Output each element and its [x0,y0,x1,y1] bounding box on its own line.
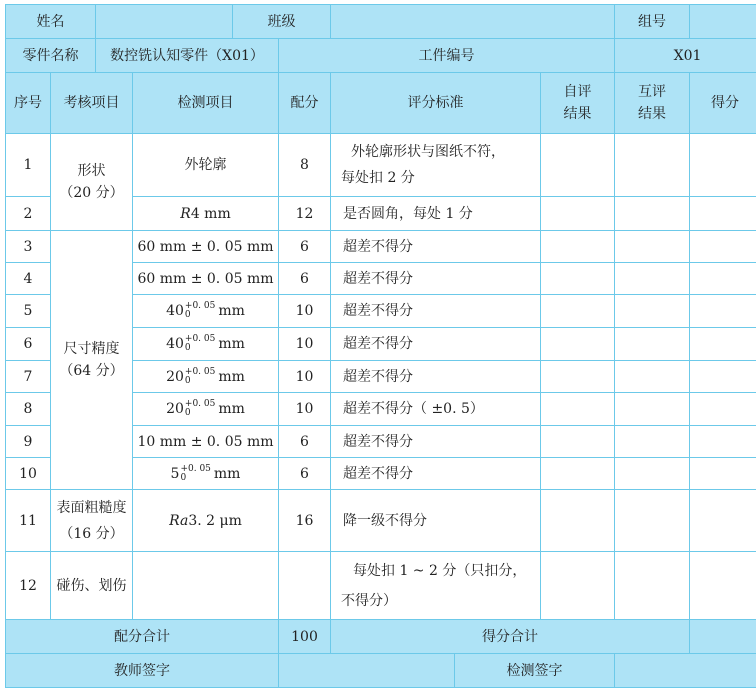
col-detect: 检测项目 [133,73,279,134]
peer-eval-cell[interactable] [615,361,690,393]
row-detect: 20 +0. 05 0 mm [133,393,279,426]
row-detect: 10 mm ± 0. 05 mm [133,426,279,458]
row-criteria: 超差不得分 [331,263,541,295]
got-total-label: 得分合计 [331,620,690,654]
group-roughness: 表面粗糙度 （16 分） [51,490,133,552]
self-eval-cell[interactable] [541,328,615,361]
row-criteria: 超差不得分 [331,426,541,458]
row-seq: 11 [6,490,51,552]
row-seq: 10 [6,458,51,490]
row-seq: 3 [6,231,51,263]
got-cell[interactable] [690,490,756,552]
table-row [6,490,756,552]
row-score: 6 [279,263,331,295]
got-cell[interactable] [690,458,756,490]
row-seq: 8 [6,393,51,426]
row-criteria: 超差不得分 [331,328,541,361]
row-detect: Ra3. 2 μm [133,490,279,552]
row-score: 16 [279,490,331,552]
got-cell[interactable] [690,263,756,295]
got-cell[interactable] [690,295,756,328]
self-eval-cell[interactable] [541,458,615,490]
peer-eval-cell[interactable] [615,263,690,295]
got-cell[interactable] [690,361,756,393]
row-score: 10 [279,328,331,361]
row-score: 6 [279,231,331,263]
got-cell[interactable] [690,231,756,263]
row-criteria: 外轮廓形状与图纸不符， 每处扣 2 分 [331,134,541,197]
score-table [5,4,756,688]
col-item: 考核项目 [51,73,133,134]
name-value[interactable] [96,5,233,39]
got-cell[interactable] [690,197,756,231]
row-criteria: 超差不得分 [331,458,541,490]
got-cell[interactable] [690,426,756,458]
name-label: 姓名 [6,5,96,39]
got-cell[interactable] [690,134,756,197]
peer-eval-cell[interactable] [615,295,690,328]
col-got: 得分 [690,73,756,134]
header-row-2 [6,39,756,73]
self-eval-cell[interactable] [541,426,615,458]
peer-eval-cell[interactable] [615,231,690,263]
col-criteria: 评分标准 [331,73,541,134]
peer-eval-cell[interactable] [615,134,690,197]
check-sign-label: 检测签字 [455,654,615,688]
class-label: 班级 [233,5,331,39]
footer-row-1 [6,620,756,654]
peer-eval-cell[interactable] [615,393,690,426]
row-seq: 5 [6,295,51,328]
self-eval-cell[interactable] [541,231,615,263]
group-size: 尺寸精度 （64 分） [51,231,133,490]
teacher-sign-label: 教师签字 [6,654,279,688]
row-seq: 6 [6,328,51,361]
row-detect: 40 +0. 05 0 mm [133,295,279,328]
class-value[interactable] [331,5,615,39]
row-seq: 1 [6,134,51,197]
peer-eval-cell[interactable] [615,490,690,552]
table-row [6,134,756,197]
col-seq: 序号 [6,73,51,134]
teacher-sign-value[interactable] [279,654,455,688]
got-cell[interactable] [690,552,756,620]
peer-eval-cell[interactable] [615,458,690,490]
self-eval-cell[interactable] [541,393,615,426]
row-criteria: 是否圆角，每处 1 分 [331,197,541,231]
score-sheet [5,4,751,688]
row-criteria: 超差不得分 [331,295,541,328]
row-detect: 5 +0. 05 0 mm [133,458,279,490]
row-detect: 外轮廓 [133,134,279,197]
col-peer-eval: 互评 结果 [615,73,690,134]
row-score: 10 [279,361,331,393]
peer-eval-cell[interactable] [615,552,690,620]
row-seq: 9 [6,426,51,458]
row-criteria: 降一级不得分 [331,490,541,552]
header-row-1 [6,5,756,39]
col-self-eval: 自评 结果 [541,73,615,134]
part-name-label: 零件名称 [6,39,96,73]
self-eval-cell[interactable] [541,134,615,197]
peer-eval-cell[interactable] [615,426,690,458]
self-eval-cell[interactable] [541,361,615,393]
column-header-row [6,73,756,134]
row-criteria: 超差不得分 [331,361,541,393]
self-eval-cell[interactable] [541,295,615,328]
group-label: 组号 [615,5,690,39]
got-total-value[interactable] [690,620,756,654]
row-detect: 60 mm ± 0. 05 mm [133,231,279,263]
row-score [279,552,331,620]
row-seq: 4 [6,263,51,295]
work-no-label: 工件编号 [279,39,615,73]
peer-eval-cell[interactable] [615,197,690,231]
got-cell[interactable] [690,393,756,426]
check-sign-value[interactable] [615,654,756,688]
total-score-value: 100 [279,620,331,654]
col-score: 配分 [279,73,331,134]
row-criteria: 每处扣 1 ~ 2 分（只扣分， 不得分） [331,552,541,620]
row-score: 10 [279,393,331,426]
table-row [6,552,756,620]
row-detect: R4 mm [133,197,279,231]
footer-row-2 [6,654,756,688]
row-criteria: 超差不得分 [331,231,541,263]
group-damage: 碰伤、划伤 [51,552,133,620]
total-score-label: 配分合计 [6,620,279,654]
row-score: 8 [279,134,331,197]
row-seq: 7 [6,361,51,393]
row-detect: 20 +0. 05 0 mm [133,361,279,393]
self-eval-cell[interactable] [541,552,615,620]
row-criteria: 超差不得分（ ±0. 5） [331,393,541,426]
table-row [6,231,756,263]
row-detect: 40 +0. 05 0 mm [133,328,279,361]
self-eval-cell[interactable] [541,197,615,231]
got-cell[interactable] [690,328,756,361]
row-score: 10 [279,295,331,328]
self-eval-cell[interactable] [541,490,615,552]
row-score: 6 [279,426,331,458]
row-seq: 2 [6,197,51,231]
work-no-value: X01 [615,39,756,73]
self-eval-cell[interactable] [541,263,615,295]
row-score: 12 [279,197,331,231]
group-shape: 形状 （20 分） [51,134,133,231]
peer-eval-cell[interactable] [615,328,690,361]
part-name-value: 数控铣认知零件（X01） [96,39,279,73]
row-seq: 12 [6,552,51,620]
group-value[interactable] [690,5,756,39]
row-detect [133,552,279,620]
row-score: 6 [279,458,331,490]
row-detect: 60 mm ± 0. 05 mm [133,263,279,295]
